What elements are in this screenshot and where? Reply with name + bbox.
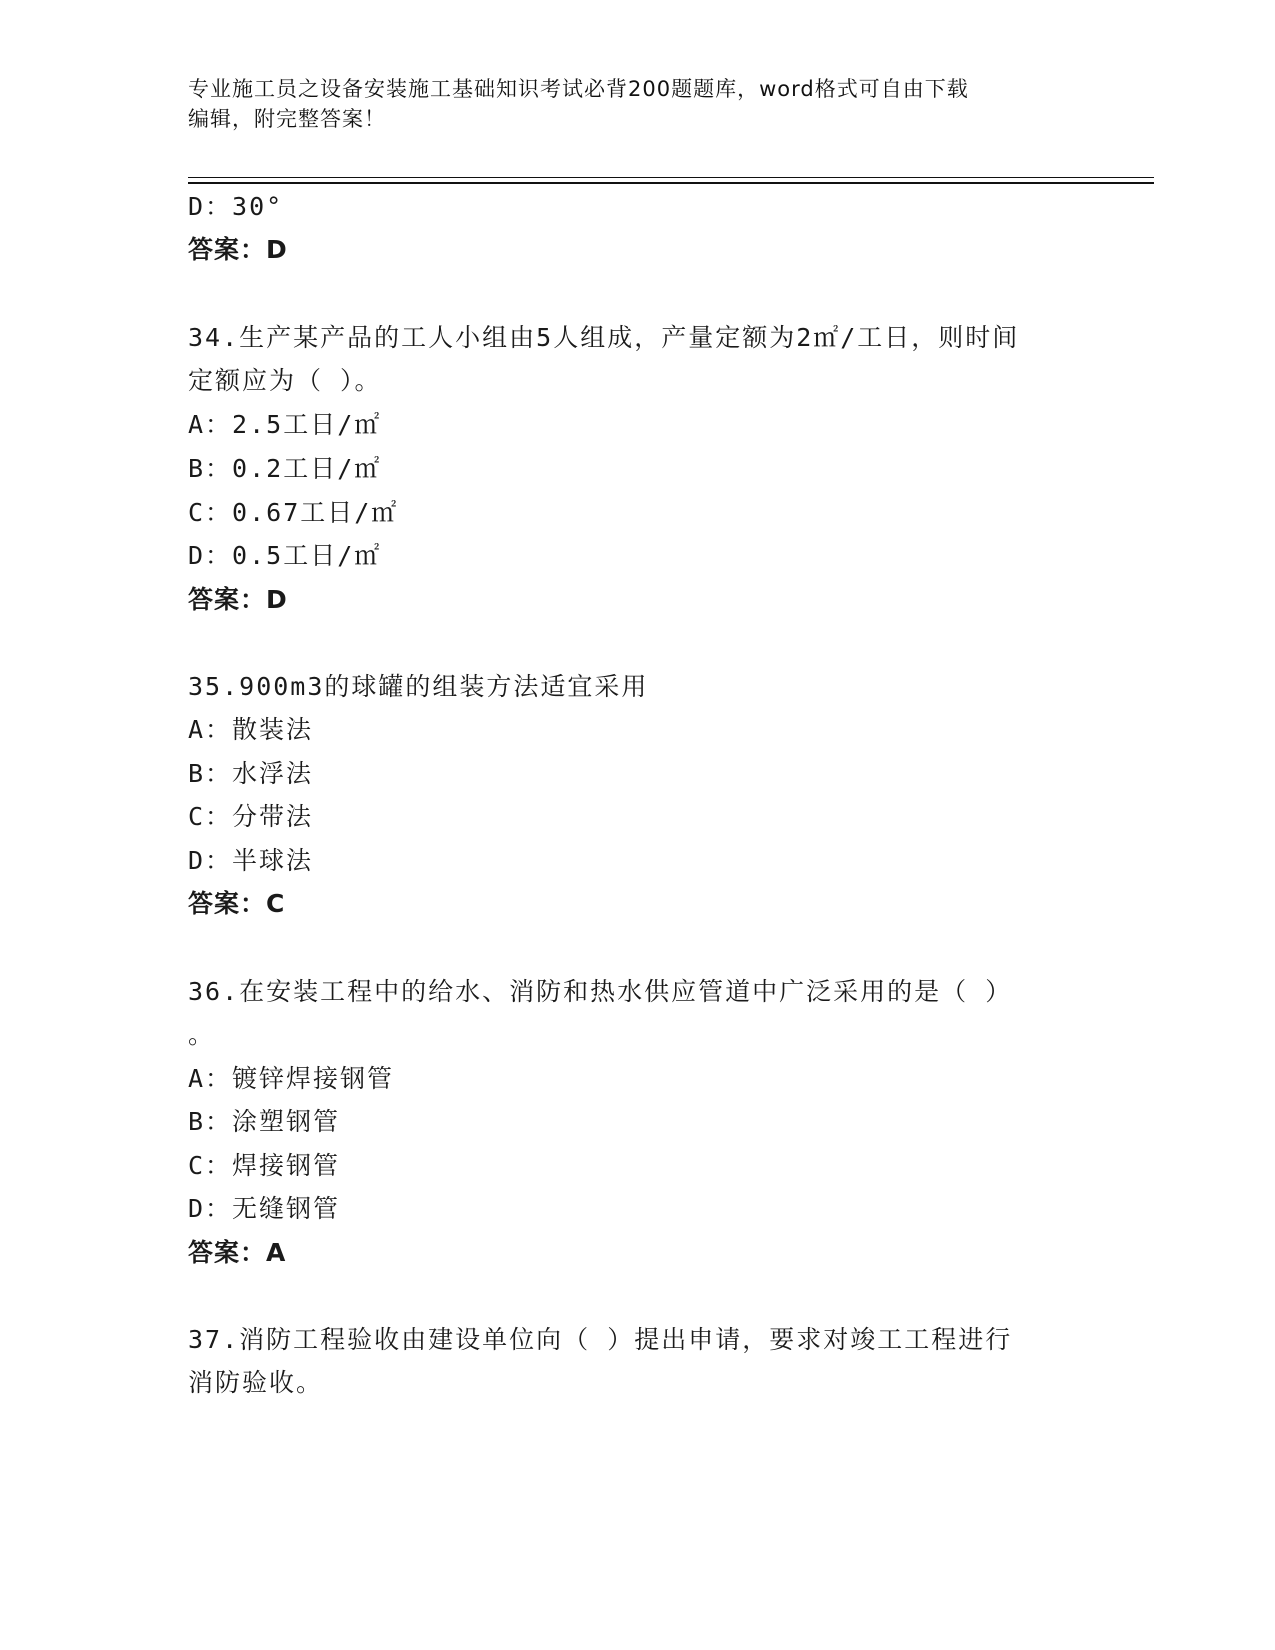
q37-stem-line1: 37.消防工程验收由建设单位向（ ）提出申请，要求对竣工工程进行 (188, 1325, 1013, 1354)
q34-option-a: A：2.5工日/㎡ (188, 410, 382, 439)
q36-stem-line1: 36.在安装工程中的给水、消防和热水供应管道中广泛采用的是（ ） (188, 977, 1013, 1006)
q36-stem-line2: 。 (188, 1020, 216, 1049)
q35-option-d: D：半球法 (188, 846, 314, 875)
q36-option-a: A：镀锌焊接钢管 (188, 1064, 395, 1093)
q35-option-a: A：散装法 (188, 715, 314, 744)
q36-option-c: C：焊接钢管 (188, 1151, 341, 1180)
q34-option-c: C：0.67工日/㎡ (188, 498, 399, 527)
header-title-line2: 编辑，附完整答案！ (188, 107, 386, 131)
q33-option-d: D：30° (188, 192, 284, 221)
q37-stem-line2: 消防验收。 (188, 1368, 324, 1397)
q35-stem-line1: 35.900m3的球罐的组装方法适宜采用 (188, 672, 649, 701)
header-title-line1: 专业施工员之设备安装施工基础知识考试必背200题题库，word格式可自由下载 (188, 77, 969, 101)
q35-option-c: C：分带法 (188, 802, 314, 831)
q34-stem-line1: 34.生产某产品的工人小组由5人组成，产量定额为2㎡/工日，则时间 (188, 323, 1020, 352)
q34-answer: 答案：D (188, 585, 288, 614)
q33-answer: 答案：D (188, 235, 288, 264)
q36-option-d: D：无缝钢管 (188, 1194, 341, 1223)
q34-option-b: B：0.2工日/㎡ (188, 454, 382, 483)
document-header (188, 74, 1088, 134)
q36-option-b: B：涂塑钢管 (188, 1107, 341, 1136)
q36-answer: 答案：A (188, 1238, 287, 1267)
q34-option-d: D：0.5工日/㎡ (188, 541, 382, 570)
q34-stem-line2: 定额应为（ ）。 (188, 366, 382, 395)
q35-answer: 答案：C (188, 889, 286, 918)
header-divider-thin (188, 177, 1154, 178)
header-divider-thick (188, 182, 1154, 184)
q35-option-b: B：水浮法 (188, 759, 314, 788)
